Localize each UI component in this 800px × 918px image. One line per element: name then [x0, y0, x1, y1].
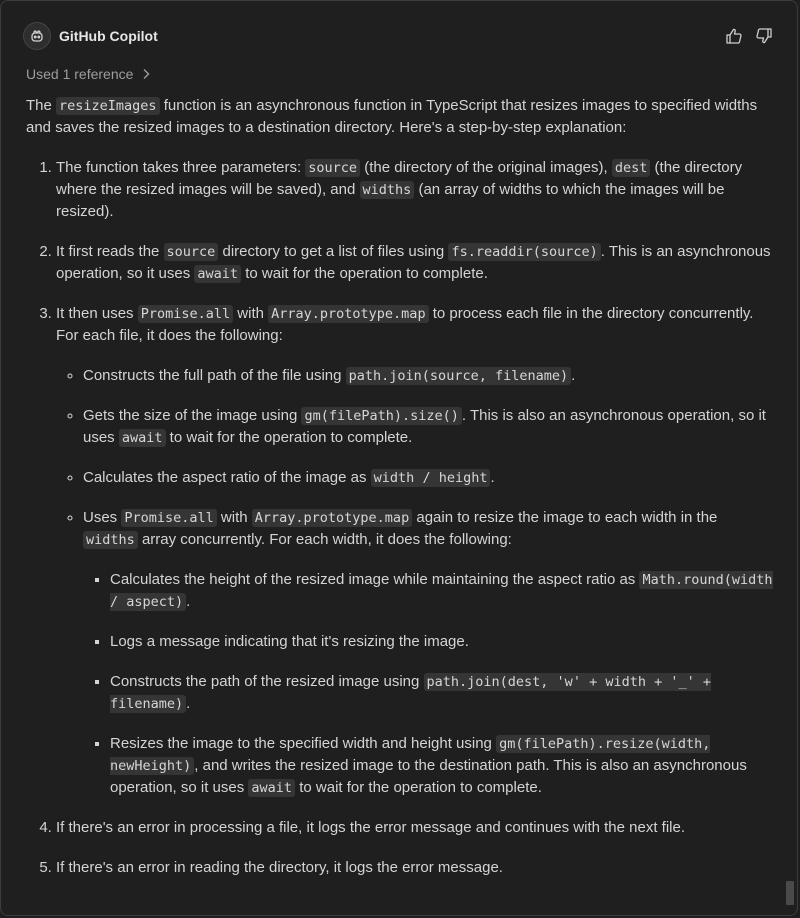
inline-code: source [305, 159, 360, 177]
inline-code: fs.readdir(source) [448, 243, 600, 261]
inline-code: path.join(source, filename) [346, 367, 571, 385]
list-item: ◦ Gets the size of the image using gm(filePath).size() . This is also an asynchronous operation, so it uses await to wait for the operation to complete. [83, 405, 773, 449]
references-label: Used 1 reference [26, 66, 134, 82]
inline-code: await [119, 429, 166, 447]
list-item: ▪ Logs a message indicating that it's resizing the image. [110, 631, 773, 653]
used-references-toggle[interactable] [26, 66, 151, 82]
scrollbar-thumb[interactable] [786, 881, 794, 905]
response-body [26, 95, 773, 897]
list-item: 1. The function takes three parameters: source (the directory of the original images), dest (the directory where the resized images will be saved), and widths (an array of widths to which the images will be resized). [56, 157, 773, 223]
inline-code: resizeImages [56, 97, 160, 115]
header-title: GitHub Copilot [59, 28, 158, 44]
intro-paragraph: The resizeImages function is an asynchronous function in TypeScript that resizes images to specified widths and saves the resized images to a destination directory. Here's a step-by-step explanation: [26, 97, 758, 136]
inline-code: await [194, 265, 241, 283]
inline-code: gm(filePath).size() [301, 407, 461, 425]
inline-code: width / height [371, 469, 491, 487]
response-header [23, 22, 775, 50]
list-item: ◦ Constructs the full path of the file using path.join(source, filename) . [83, 365, 773, 387]
inline-code: source [164, 243, 219, 261]
sub-sub-list [83, 569, 773, 799]
thumbs-down-icon[interactable] [753, 25, 775, 47]
inline-code: await [248, 779, 295, 797]
copilot-icon [23, 22, 51, 50]
list-item: ▪ Resizes the image to the specified width and height using gm(filePath).resize(width, newHeight) , and writes the resized image to the destination path. This is also an asynchronous operation, so it uses await to wait for the operation to complete. [110, 733, 773, 799]
steps-list [26, 157, 773, 879]
inline-code: dest [612, 159, 651, 177]
inline-code: Promise.all [121, 509, 216, 527]
inline-code: widths [360, 181, 415, 199]
inline-code: Promise.all [138, 305, 233, 323]
inline-code: Math.round(width / aspect) [110, 572, 773, 610]
list-item: ▪ Constructs the path of the resized image using path.join(dest, 'w' + width + '_' + filename) . [110, 671, 773, 715]
list-item: 4. If there's an error in processing a file, it logs the error message and continues with the next file. [56, 817, 773, 839]
list-item: 3. It then uses Promise.all with Array.prototype.map to process each file in the directory concurrently. For each file, it does the following: ◦ Constructs the full path of the file using path.join(source, filename) . ◦ Gets the size of the image using gm(filePath).size() . This is also an asynchronous operation, so it uses await to wait for the operation to complete. ◦ Calculates the aspect ratio of the image as width / height . ◦ Uses Promise.all with Array.prototype.map again to resize the image to each width in the widths array concurrently. For each width, it does the following: ▪ Calculates the height of the resized image while maintaining the aspect ratio as Math.round(width / aspect) . ▪ Logs a message indicating that it's resizing the image. ▪ Constructs the path of the resized image using path.join(dest, 'w' + width + '_' + filename) . ▪ Resizes the image to the specified width and height using gm(filePath).resize(width, newHeight) , and writes the resized image to the destination path. This is also an asynchronous operation, so it uses await to wait for the operation to complete. [56, 303, 773, 799]
inline-code: widths [83, 531, 138, 549]
inline-code: Array.prototype.map [268, 305, 428, 323]
list-item: ◦ Uses Promise.all with Array.prototype.map again to resize the image to each width in the widths array concurrently. For each width, it does the following: ▪ Calculates the height of the resized image while maintaining the aspect ratio as Math.round(width / aspect) . ▪ Logs a message indicating that it's resizing the image. ▪ Constructs the path of the resized image using path.join(dest, 'w' + width + '_' + filename) . ▪ Resizes the image to the specified width and height using gm(filePath).resize(width, newHeight) , and writes the resized image to the destination path. This is also an asynchronous operation, so it uses await to wait for the operation to complete. [83, 507, 773, 799]
thumbs-up-icon[interactable] [723, 25, 745, 47]
list-item: 5. If there's an error in reading the directory, it logs the error message. [56, 857, 773, 879]
sub-list [56, 365, 773, 799]
list-item: ◦ Calculates the aspect ratio of the image as width / height . [83, 467, 773, 489]
list-item: 2. It first reads the source directory to get a list of files using fs.readdir(source) . This is an asynchronous operation, so it uses await to wait for the operation to complete. [56, 241, 773, 285]
inline-code: Array.prototype.map [252, 509, 412, 527]
inline-code: path.join(dest, 'w' + width + '_' + filename) [110, 674, 711, 712]
inline-code: gm(filePath).resize(width, newHeight) [110, 736, 711, 774]
chevron-right-icon [141, 68, 151, 80]
list-item: ▪ Calculates the height of the resized image while maintaining the aspect ratio as Math.round(width / aspect) . [110, 569, 773, 613]
